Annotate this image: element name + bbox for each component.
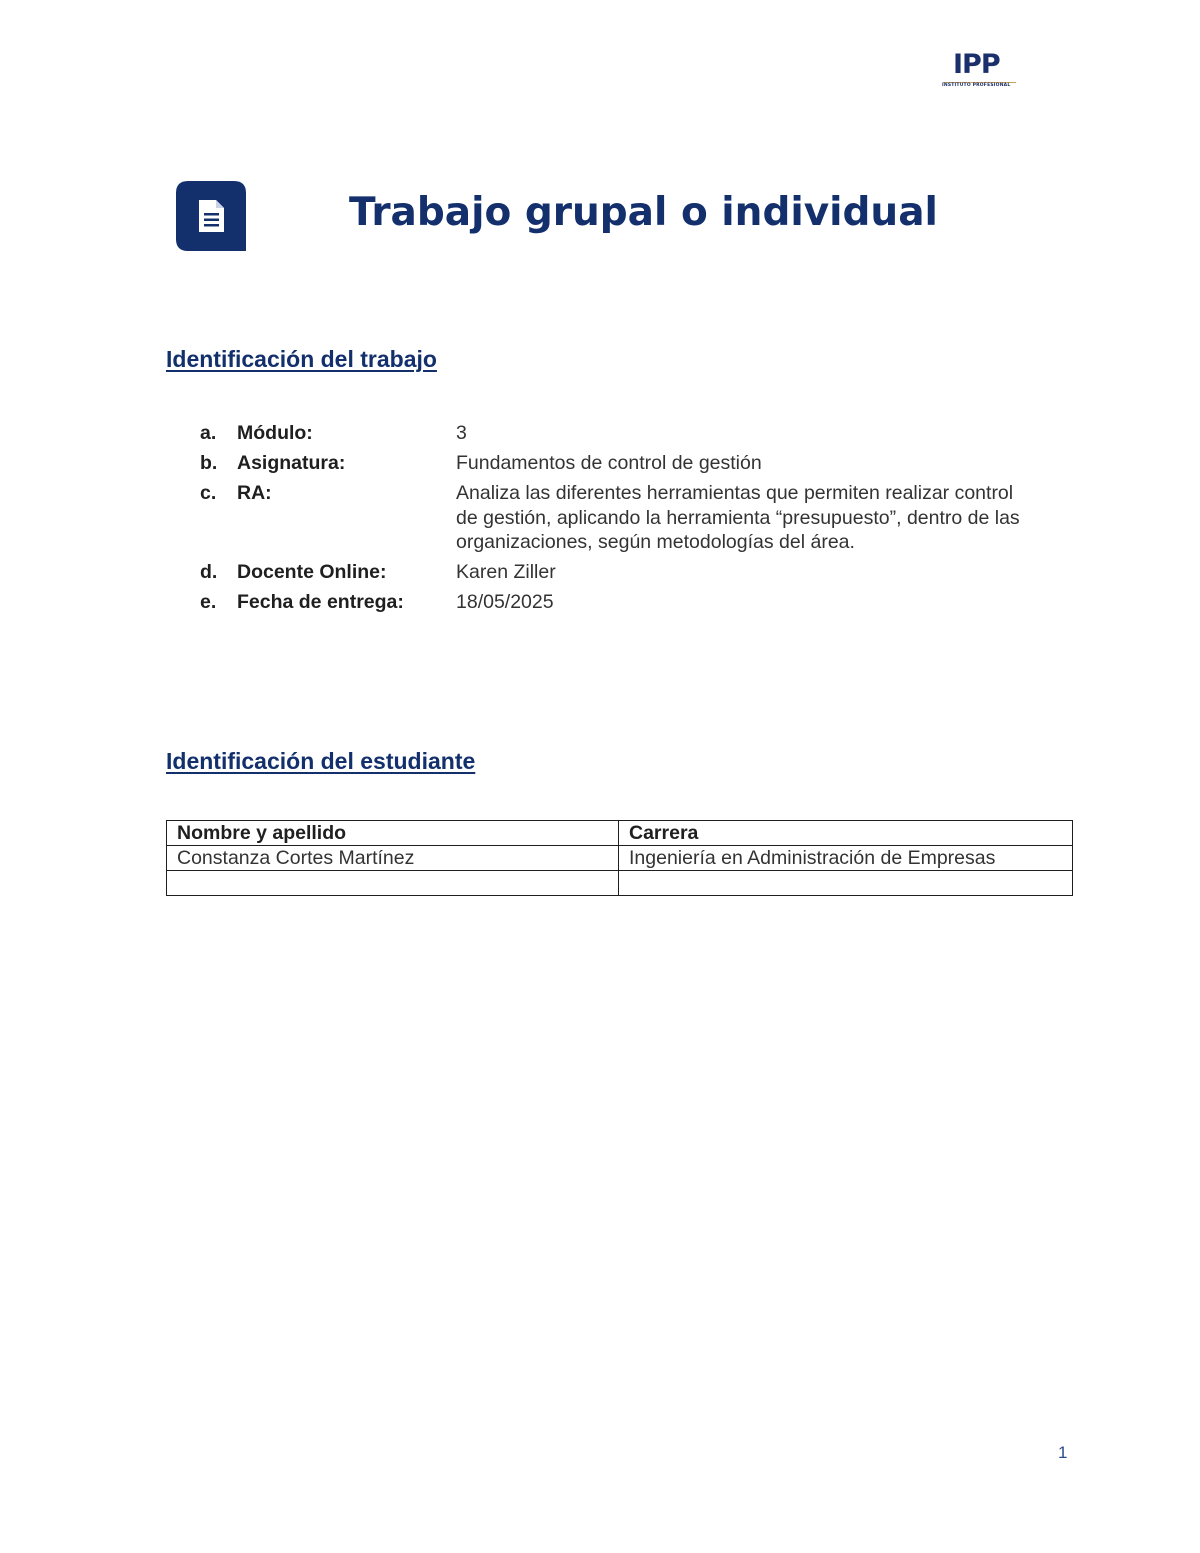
list-item	[200, 560, 1040, 585]
list-item-letter: d.	[200, 561, 218, 583]
document-title: Trabajo grupal o individual	[349, 190, 938, 235]
module-label: Módulo:	[237, 422, 313, 444]
table-row	[167, 871, 1073, 896]
list-item	[200, 451, 1040, 476]
list-item	[200, 590, 1040, 615]
work-details-list	[200, 421, 1040, 620]
logo-mark: IPP	[953, 49, 1000, 80]
learning-outcome-value: Analiza las diferentes herramientas que permiten realizar control de gestión, aplicando la herramienta “presupuesto”, dentro de las organizaciones, según metodologías del área.	[456, 482, 1020, 553]
teacher-label: Docente Online:	[237, 561, 387, 583]
learning-outcome-label: RA:	[237, 482, 272, 504]
logo-subtitle: INSTITUTO PROFESIONAL	[942, 83, 1011, 88]
work-identification-heading: Identificación del trabajo	[166, 346, 437, 372]
column-header-name: Nombre y apellido	[167, 821, 619, 846]
student-name-cell	[167, 871, 619, 896]
list-item	[200, 481, 1040, 555]
page-number: 1	[1058, 1443, 1068, 1462]
subject-value: Fundamentos de control de gestión	[456, 452, 762, 474]
column-header-career: Carrera	[619, 821, 1073, 846]
table-row	[167, 846, 1073, 871]
subject-label: Asignatura:	[237, 452, 346, 474]
due-date-label: Fecha de entrega:	[237, 591, 404, 613]
student-career-cell	[619, 871, 1073, 896]
list-item-letter: c.	[200, 482, 217, 504]
list-item-letter: b.	[200, 452, 218, 474]
list-item-letter: e.	[200, 591, 217, 613]
student-table	[166, 820, 1073, 896]
list-item-letter: a.	[200, 422, 217, 444]
student-identification-heading: Identificación del estudiante	[166, 748, 476, 774]
document-icon	[176, 181, 246, 251]
list-item	[200, 421, 1040, 446]
student-career-cell: Ingeniería en Administración de Empresas	[619, 846, 1073, 871]
due-date-value: 18/05/2025	[456, 591, 554, 613]
student-name-cell: Constanza Cortes Martínez	[167, 846, 619, 871]
teacher-value: Karen Ziller	[456, 561, 556, 583]
table-header-row	[167, 821, 1073, 846]
institution-logo	[938, 50, 1018, 92]
module-value: 3	[456, 422, 467, 444]
